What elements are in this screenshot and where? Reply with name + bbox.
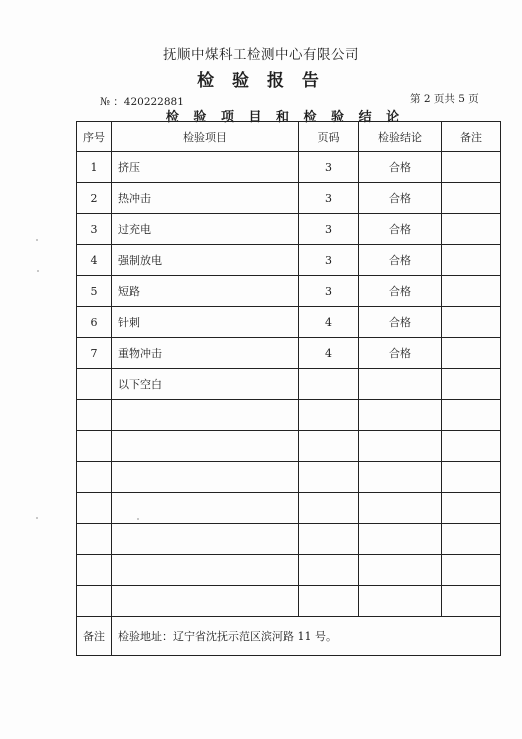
row-page-cell — [299, 586, 359, 617]
row-remark-cell — [442, 276, 501, 307]
row-item-cell — [112, 586, 299, 617]
table-row — [77, 214, 501, 245]
header-page: 页码 — [299, 122, 359, 152]
notes-text: 检验地址：辽宁省沈抚示范区滨河路 11 号。 — [112, 617, 501, 656]
row-remark-cell — [442, 524, 501, 555]
row-no-cell: 3 — [77, 214, 112, 245]
row-no-cell — [77, 462, 112, 493]
row-page-cell — [299, 400, 359, 431]
scan-speck — [137, 518, 139, 520]
row-item-cell: 短路 — [112, 276, 299, 307]
row-result-cell: 合格 — [359, 183, 442, 214]
notes-label: 备注 — [77, 617, 112, 656]
row-page-cell: 3 — [299, 245, 359, 276]
row-item-cell: 强制放电 — [112, 245, 299, 276]
notes-row — [77, 617, 501, 656]
row-no-cell — [77, 586, 112, 617]
row-no-cell: 1 — [77, 152, 112, 183]
row-no-cell — [77, 400, 112, 431]
row-item-cell — [112, 462, 299, 493]
row-page-cell: 3 — [299, 152, 359, 183]
row-no-cell — [77, 369, 112, 400]
row-item-cell: 挤压 — [112, 152, 299, 183]
row-result-cell — [359, 462, 442, 493]
row-result-cell: 合格 — [359, 276, 442, 307]
row-item-cell — [112, 400, 299, 431]
row-remark-cell — [442, 493, 501, 524]
row-no-cell — [77, 431, 112, 462]
table-row — [77, 524, 501, 555]
organization-name: 抚顺中煤科工检测中心有限公司 — [163, 47, 359, 63]
row-page-cell: 3 — [299, 276, 359, 307]
row-remark-cell — [442, 183, 501, 214]
table-header-row — [77, 122, 501, 152]
row-remark-cell — [442, 152, 501, 183]
row-result-cell — [359, 493, 442, 524]
row-page-cell: 4 — [299, 338, 359, 369]
scan-speck — [36, 517, 38, 519]
row-item-cell — [112, 524, 299, 555]
row-remark-cell — [442, 462, 501, 493]
row-item-cell — [112, 431, 299, 462]
table-row — [77, 307, 501, 338]
row-no-cell: 4 — [77, 245, 112, 276]
row-remark-cell — [442, 369, 501, 400]
row-item-cell: 针刺 — [112, 307, 299, 338]
row-no-cell: 6 — [77, 307, 112, 338]
row-remark-cell — [442, 400, 501, 431]
table-row — [77, 493, 501, 524]
page-number: 第 2 页共 5 页 — [410, 93, 479, 105]
row-page-cell — [299, 431, 359, 462]
row-result-cell: 合格 — [359, 152, 442, 183]
table-row — [77, 369, 501, 400]
row-item-cell — [112, 555, 299, 586]
row-result-cell — [359, 369, 442, 400]
row-no-cell: 5 — [77, 276, 112, 307]
report-number: № ：420222881 — [100, 96, 184, 108]
header-result: 检验结论 — [359, 122, 442, 152]
row-no-cell: 2 — [77, 183, 112, 214]
table-row — [77, 338, 501, 369]
row-item-cell: 以下空白 — [112, 369, 299, 400]
inspection-table — [76, 121, 501, 656]
row-page-cell — [299, 462, 359, 493]
row-page-cell — [299, 493, 359, 524]
row-page-cell — [299, 524, 359, 555]
row-remark-cell — [442, 431, 501, 462]
row-page-cell: 4 — [299, 307, 359, 338]
row-result-cell — [359, 586, 442, 617]
row-result-cell — [359, 431, 442, 462]
row-result-cell — [359, 524, 442, 555]
row-no-cell — [77, 524, 112, 555]
row-remark-cell — [442, 214, 501, 245]
row-remark-cell — [442, 555, 501, 586]
table-row — [77, 431, 501, 462]
table-row — [77, 586, 501, 617]
row-page-cell: 3 — [299, 214, 359, 245]
report-title: 检 验 报 告 — [197, 71, 325, 91]
row-result-cell: 合格 — [359, 245, 442, 276]
row-remark-cell — [442, 338, 501, 369]
row-item-cell — [112, 493, 299, 524]
header-item: 检验项目 — [112, 122, 299, 152]
row-result-cell: 合格 — [359, 307, 442, 338]
row-item-cell: 重物冲击 — [112, 338, 299, 369]
row-remark-cell — [442, 307, 501, 338]
scan-speck — [36, 239, 38, 241]
table-row — [77, 400, 501, 431]
header-remark: 备注 — [442, 122, 501, 152]
row-no-cell: 7 — [77, 338, 112, 369]
row-item-cell: 过充电 — [112, 214, 299, 245]
table-row — [77, 276, 501, 307]
row-no-cell — [77, 555, 112, 586]
row-remark-cell — [442, 245, 501, 276]
table-row — [77, 183, 501, 214]
row-item-cell: 热冲击 — [112, 183, 299, 214]
row-result-cell: 合格 — [359, 338, 442, 369]
row-page-cell: 3 — [299, 183, 359, 214]
table-row — [77, 462, 501, 493]
section-title: 检 验 项 目 和 检 验 结 论 — [165, 110, 405, 125]
scan-speck — [37, 270, 39, 272]
row-remark-cell — [442, 586, 501, 617]
table-row — [77, 152, 501, 183]
header-no: 序号 — [77, 122, 112, 152]
row-result-cell — [359, 555, 442, 586]
table-row — [77, 555, 501, 586]
table-row — [77, 245, 501, 276]
row-no-cell — [77, 493, 112, 524]
row-result-cell: 合格 — [359, 214, 442, 245]
row-result-cell — [359, 400, 442, 431]
row-page-cell — [299, 555, 359, 586]
row-page-cell — [299, 369, 359, 400]
